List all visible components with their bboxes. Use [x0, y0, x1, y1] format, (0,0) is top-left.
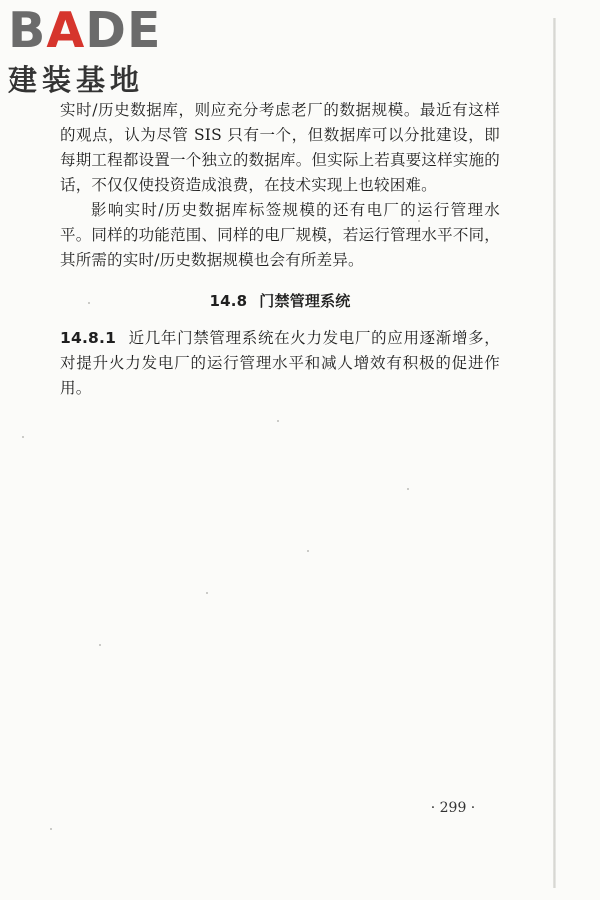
scan-speck [22, 436, 24, 438]
logo-letter-a: A [46, 2, 86, 59]
paragraph-2: 影响实时/历史数据库标签规模的还有电厂的运行管理水平。同样的功能范围、同样的电厂规模，若运行管理水平不同，其所需的实时/历史数据规模也会有所差异。 [60, 201, 500, 269]
section-number: 14.8 [209, 292, 248, 310]
page-binding-edge [553, 18, 556, 888]
section-title: 门禁管理系统 [259, 292, 351, 310]
clause-number: 14.8.1 [60, 329, 117, 347]
logo-letters-de: DE [85, 2, 162, 59]
scan-speck [206, 592, 208, 594]
logo-letter-b: B [8, 2, 47, 59]
scan-speck [277, 420, 279, 422]
clause-14-8-1 [60, 326, 500, 401]
bade-logo [8, 2, 178, 98]
clause-text: 近几年门禁管理系统在火力发电厂的应用逐渐增多，对提升火力发电厂的运行管理水平和减人增效有积极的促进作用。 [60, 329, 500, 397]
scan-speck [88, 302, 90, 304]
scan-speck [50, 828, 52, 830]
page-number: · 299 · [430, 800, 476, 816]
scan-speck [307, 550, 309, 552]
document-body [60, 98, 500, 401]
scan-speck [407, 488, 409, 490]
logo-wordmark [8, 2, 178, 59]
paragraph-1: 实时/历史数据库，则应充分考虑老厂的数据规模。最近有这样的观点，认为尽管 SIS 只有一个，但数据库可以分批建设，即每期工程都设置一个独立的数据库。但实际上若真要这样实施的话，不仅仅使投资造成浪费，在技术实现上也较困难。 [60, 101, 500, 194]
logo-subtitle: 建装基地 [8, 63, 145, 97]
scan-speck [99, 644, 101, 646]
section-heading [60, 289, 500, 314]
scan-speck [418, 220, 420, 222]
